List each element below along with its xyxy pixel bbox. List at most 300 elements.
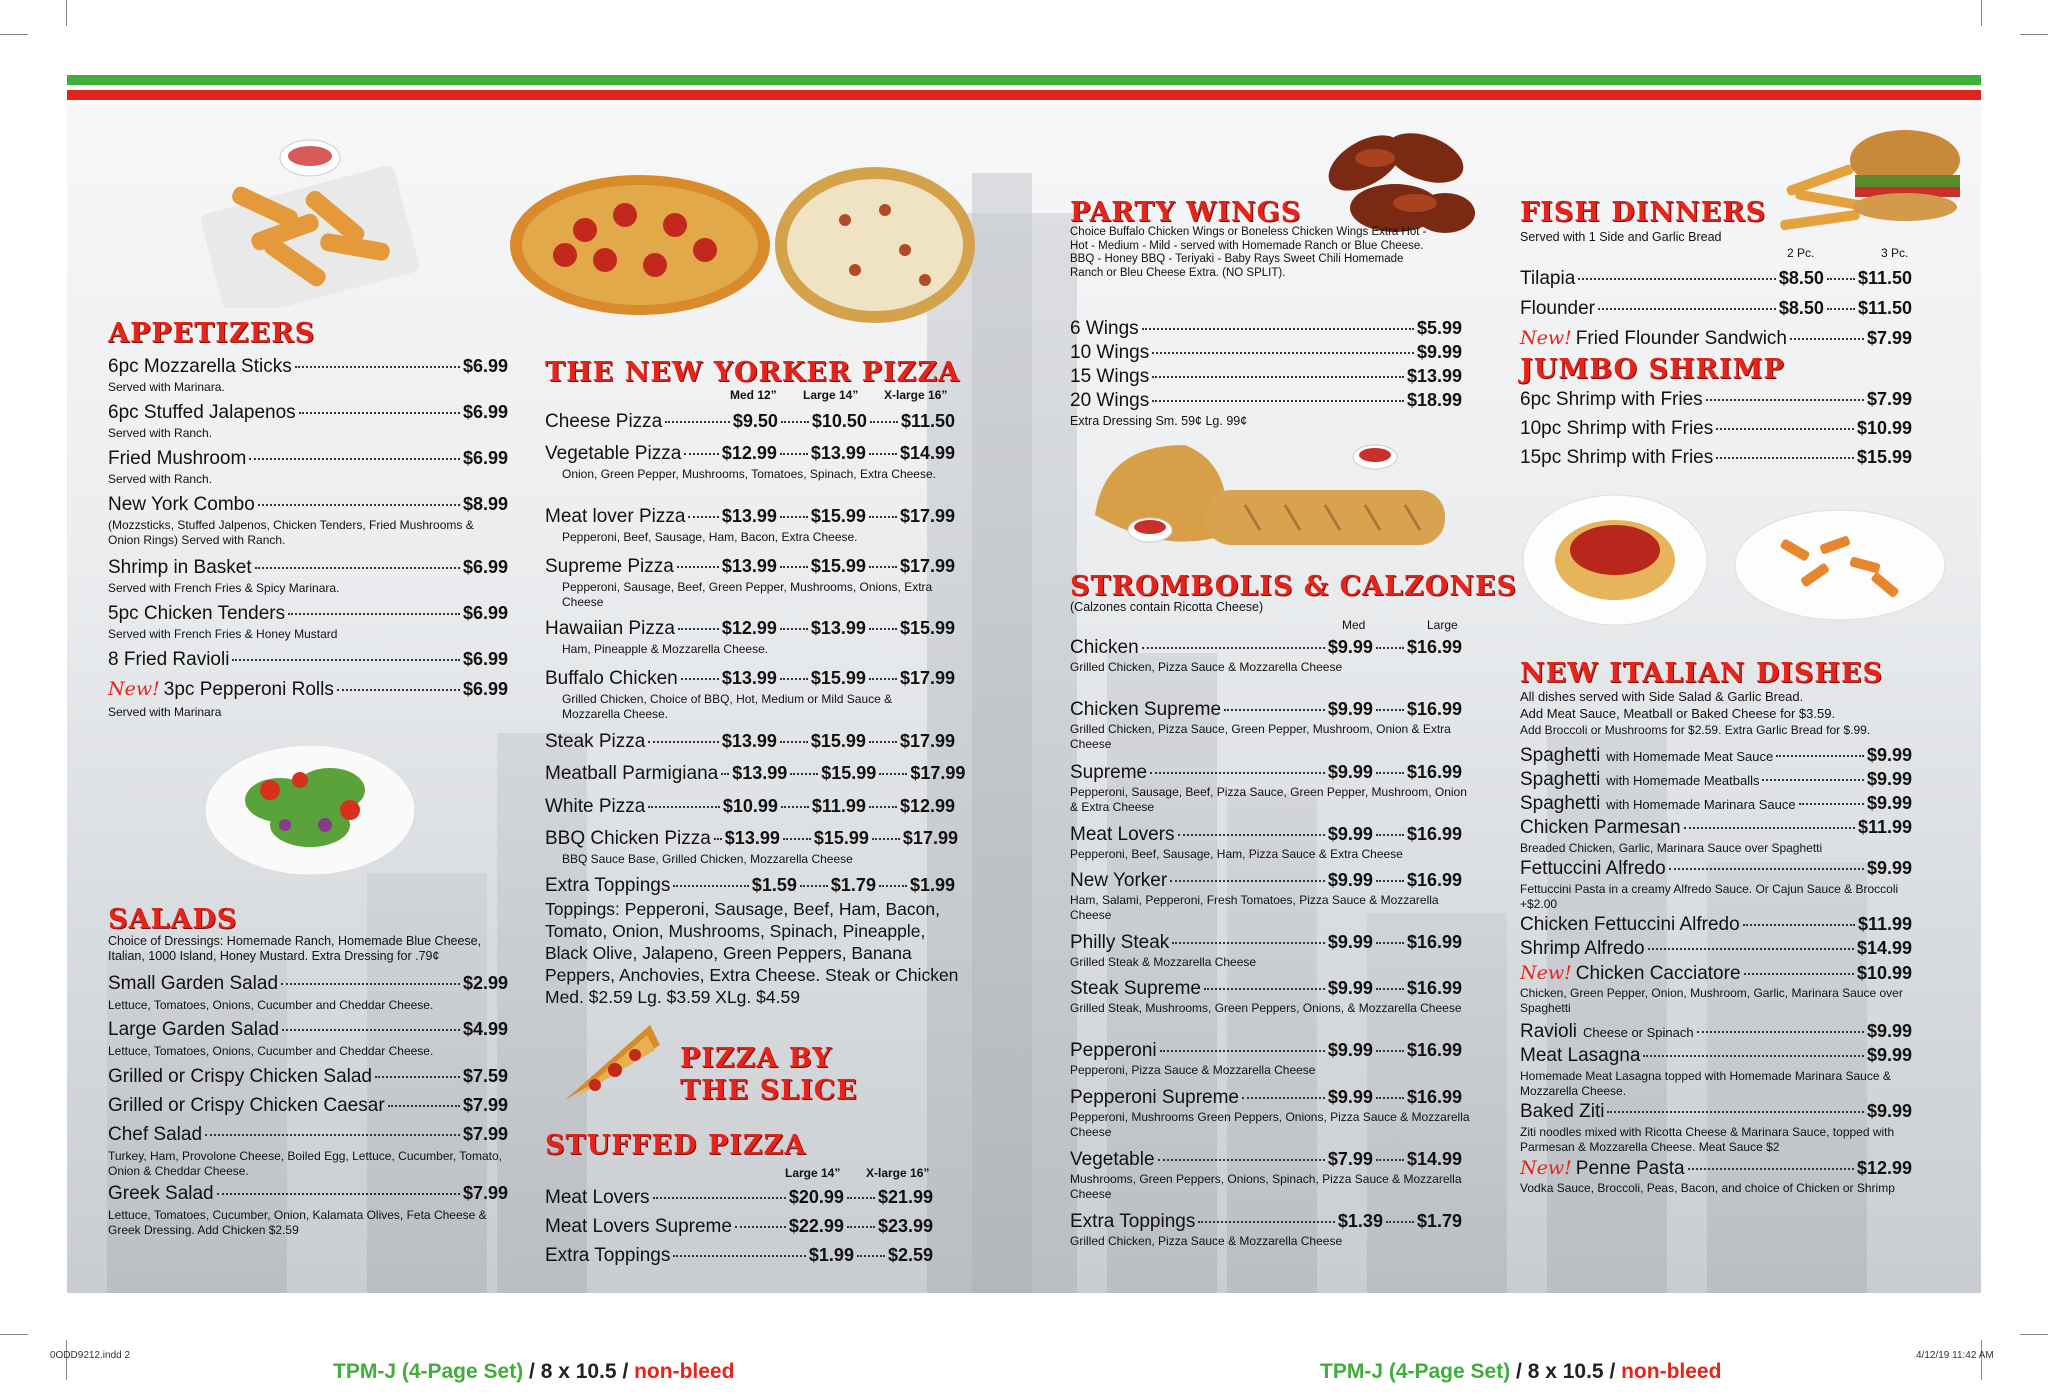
leader-dots: [1376, 880, 1404, 882]
leader-dots: [869, 806, 897, 808]
leader-dots: [688, 516, 718, 518]
item-price: $9.99: [1866, 745, 1912, 765]
item-description: Served with Ranch.: [108, 426, 213, 440]
item-name: Shrimp in Basket: [108, 557, 252, 578]
item-name: BBQ Chicken Pizza: [545, 828, 711, 849]
leader-dots: [869, 678, 897, 680]
item-price: $6.99: [462, 448, 508, 468]
menu-item-row: [545, 1216, 933, 1238]
leader-dots: [780, 566, 808, 568]
leader-dots: [288, 613, 460, 615]
item-price: $9.50: [732, 411, 778, 431]
leader-dots: [872, 838, 900, 840]
item-name: Tilapia: [1520, 268, 1576, 289]
item-price: $16.99: [1406, 637, 1462, 657]
item-price: $22.99: [788, 1216, 844, 1236]
menu-item-row: [108, 603, 508, 625]
leader-dots: [1669, 868, 1864, 870]
item-price: $13.99: [721, 556, 777, 576]
leader-dots: [648, 806, 720, 808]
leader-dots: [879, 885, 907, 887]
leader-dots: [879, 773, 907, 775]
item-price: $7.99: [462, 1183, 508, 1203]
item-price: $11.50: [900, 411, 955, 431]
item-name: Extra Toppings: [545, 875, 671, 896]
item-description: Grilled Steak & Mozzarella Cheese: [1070, 955, 1257, 969]
menu-item-row: [545, 668, 955, 690]
menu-item-row: [1520, 962, 1912, 985]
item-price: $9.99: [1327, 978, 1373, 998]
item-price: $11.50: [1857, 298, 1912, 318]
leader-dots: [673, 1255, 806, 1257]
item-price: $14.99: [1406, 1149, 1462, 1169]
item-price: $15.99: [899, 618, 955, 638]
crop-mark: [2020, 1334, 2048, 1335]
item-description: Served with Marinara.: [108, 380, 225, 394]
salads-subtitle: Choice of Dressings: Homemade Ranch, Homemade Blue Cheese, Italian, 1000 Island, Honey Mustard. Extra Dressing for .79¢: [108, 934, 482, 963]
item-price: $13.99: [810, 443, 866, 463]
pizza-slice-image: [555, 1020, 665, 1115]
item-price: $15.99: [810, 731, 866, 751]
leader-dots: [337, 689, 460, 691]
item-description: Grilled Chicken, Choice of BBQ, Hot, Medium or Mild Sauce & Mozzarella Cheese.: [562, 692, 893, 721]
item-name: Large Garden Salad: [108, 1019, 280, 1040]
item-name: Spaghetti: [1520, 769, 1601, 790]
leader-dots: [684, 453, 719, 455]
leader-dots: [1776, 755, 1864, 757]
item-price: $9.99: [1327, 699, 1373, 719]
slice-heading-1: PIZZA BY: [680, 1043, 833, 1074]
item-price: $13.99: [721, 668, 777, 688]
italian-subtitle-3: Add Broccoli or Mushrooms for $2.59. Extra Garlic Bread for $.99.: [1520, 723, 1871, 737]
leader-dots: [1376, 942, 1404, 944]
item-price: $9.99: [1327, 932, 1373, 952]
leader-dots: [1142, 328, 1414, 330]
item-price: $7.99: [1866, 389, 1912, 409]
menu-item-row: [1520, 389, 1912, 411]
leader-dots: [1142, 647, 1325, 649]
menu-item-row: [1520, 1045, 1912, 1067]
leader-dots: [735, 1226, 786, 1228]
menu-item-row: [545, 875, 955, 897]
shrimp-heading: JUMBO SHRIMP: [1520, 354, 1785, 385]
menu-item-row: [1520, 914, 1912, 936]
stuffed-heading: STUFFED PIZZA: [545, 1130, 807, 1161]
item-price: $16.99: [1406, 762, 1462, 782]
menu-item-row: [108, 1066, 508, 1088]
menu-item-row: [1520, 858, 1912, 880]
item-name: Ravioli: [1520, 1021, 1578, 1042]
leader-dots: [295, 366, 460, 368]
fish-heading: FISH DINNERS: [1520, 197, 1767, 228]
item-name: Steak Supreme: [1070, 978, 1201, 999]
leader-dots: [375, 1076, 460, 1078]
italian-subtitle-2: Add Meat Sauce, Meatball or Baked Cheese for $3.59.: [1520, 706, 1836, 721]
item-name: Flounder: [1520, 298, 1595, 319]
item-name: Extra Toppings: [545, 1245, 671, 1266]
item-price: $16.99: [1406, 932, 1462, 952]
item-price: $7.59: [462, 1066, 508, 1086]
menu-item-row: [1520, 1101, 1912, 1123]
leader-dots: [1598, 308, 1776, 310]
leader-dots: [1386, 1221, 1414, 1223]
fish-subtitle: Served with 1 Side and Garlic Bread: [1520, 230, 1722, 244]
item-description: Ziti noodles mixed with Ricotta Cheese & Marinara Sauce, topped with Parmesan & Mozzarella Cheese. Meat Sauce $2: [1520, 1125, 1895, 1154]
leader-dots: [869, 516, 897, 518]
strombolis-subtitle: (Calzones contain Ricotta Cheese): [1070, 600, 1264, 614]
item-price: $10.50: [811, 411, 867, 431]
leader-dots: [780, 678, 808, 680]
leader-dots: [1204, 988, 1325, 990]
item-price: $6.99: [462, 402, 508, 422]
leader-dots: [1607, 1111, 1863, 1113]
item-name: Chicken Fettuccini Alfredo: [1520, 914, 1740, 935]
item-price: $13.99: [721, 731, 777, 751]
fried-flounder-sandwich-row: [1520, 327, 1912, 350]
item-name: Meat Lasagna: [1520, 1045, 1641, 1066]
menu-item-row: [108, 448, 508, 470]
item-name: 3pc Pepperoni Rolls: [163, 679, 334, 700]
item-price: $9.99: [1866, 858, 1912, 878]
item-price: $13.99: [1406, 366, 1462, 386]
leader-dots: [1762, 779, 1863, 781]
ny-col-xlarge: X-large 16”: [884, 388, 948, 402]
leader-dots: [783, 838, 811, 840]
item-description: Grilled Chicken, Pizza Sauce & Mozzarella Cheese: [1070, 660, 1343, 674]
item-price: $8.50: [1778, 268, 1824, 288]
item-description: Pepperoni, Pizza Sauce & Mozzarella Cheese: [1070, 1063, 1316, 1077]
item-description: Breaded Chicken, Garlic, Marinara Sauce over Spaghetti: [1520, 841, 1823, 855]
item-price: $4.99: [462, 1019, 508, 1039]
menu-item-row: [1520, 745, 1912, 767]
leader-dots: [1160, 1050, 1325, 1052]
item-price: $17.99: [902, 828, 958, 848]
item-price: $6.99: [462, 679, 508, 699]
fish-col-2: 2 Pc.: [1787, 246, 1815, 260]
leader-dots: [1376, 709, 1404, 711]
menu-item-row: [1070, 1149, 1462, 1171]
leader-dots: [1376, 1097, 1404, 1099]
item-price: $20.99: [788, 1187, 844, 1207]
item-price: $15.99: [810, 506, 866, 526]
item-name: 6pc Shrimp with Fries: [1520, 389, 1703, 410]
pasta-image: [1520, 490, 1950, 630]
item-price: $1.99: [808, 1245, 854, 1265]
item-description: Grilled Chicken, Pizza Sauce & Mozzarella Cheese: [1070, 1234, 1343, 1248]
item-price: $13.99: [732, 763, 788, 783]
menu-item-row: [1520, 268, 1912, 290]
item-name: Shrimp Alfredo: [1520, 938, 1645, 959]
toppings-text: Toppings: Pepperoni, Sausage, Beef, Ham, Bacon, Tomato, Onion, Mushrooms, Spinach, Pineapple, Black Olive, Jalapeno, Green Peppers, Banana Peppers, Anchovies, Extra Cheese. Steak or Chicken Med. $2.59 Lg. $3.59 XLg. $4.59: [545, 899, 959, 1007]
leader-dots: [869, 453, 897, 455]
menu-item-row: [1070, 390, 1462, 412]
menu-item-row: [1520, 793, 1912, 815]
leader-dots: [677, 566, 719, 568]
item-price: $13.99: [810, 618, 866, 638]
menu-item-row: [108, 557, 508, 579]
item-price: $9.99: [1866, 1045, 1912, 1065]
leader-dots: [1799, 803, 1864, 805]
menu-item-row: [108, 494, 508, 516]
red-stripe: [67, 90, 1981, 100]
item-description: Grilled Steak, Mushrooms, Green Peppers, Onions, & Mozzarella Cheese: [1070, 1001, 1462, 1015]
leader-dots: [780, 628, 808, 630]
item-price: $1.59: [751, 875, 797, 895]
item-name: Spaghetti: [1520, 793, 1601, 814]
item-name: Chicken Cacciatore: [1575, 963, 1741, 984]
leader-dots: [388, 1105, 460, 1107]
footer-bleed: non-bleed: [634, 1360, 735, 1383]
menu-item-row: [1520, 1021, 1912, 1043]
item-name: Pepperoni Supreme: [1070, 1087, 1239, 1108]
leader-dots: [299, 412, 460, 414]
leader-dots: [205, 1134, 460, 1136]
item-description: Mushrooms, Green Peppers, Onions, Spinach, Pizza Sauce & Mozzarella Cheese: [1070, 1172, 1462, 1201]
menu-item-row: [545, 618, 955, 640]
item-price: $9.99: [1866, 769, 1912, 789]
leader-dots: [648, 741, 718, 743]
leader-dots: [721, 773, 729, 775]
item-price: $8.99: [462, 494, 508, 514]
leader-dots: [857, 1255, 885, 1257]
item-name: 15 Wings: [1070, 366, 1150, 387]
item-price: $7.99: [462, 1095, 508, 1115]
footer-code: TPM-J (4-Page Set): [1320, 1360, 1511, 1383]
leader-dots: [1827, 278, 1855, 280]
item-name: Chicken: [1070, 637, 1139, 658]
calzone-image: [1085, 435, 1455, 560]
crop-mark: [2020, 34, 2048, 35]
item-price: $6.99: [462, 603, 508, 623]
item-price: $9.99: [1327, 1087, 1373, 1107]
item-description: (Mozzsticks, Stuffed Jalpenos, Chicken Tenders, Fried Mushrooms & Onion Rings) Served with Ranch.: [108, 518, 474, 547]
item-price: $17.99: [899, 556, 955, 576]
item-name: Penne Pasta: [1575, 1158, 1685, 1179]
menu-item-row: [1070, 870, 1462, 892]
item-description: Homemade Meat Lasagna topped with Homemade Marinara Sauce & Mozzarella Cheese.: [1520, 1069, 1891, 1098]
menu-item-row: [1070, 1211, 1462, 1233]
menu-item-row: [1070, 366, 1462, 388]
new-badge: New!: [1520, 1157, 1572, 1179]
wings-desc: Choice Buffalo Chicken Wings or Boneless Chicken Wings Extra Hot - Hot - Medium - Mild - served with Homemade Ranch or Blue Cheese. BBQ - Honey BBQ - Teriyaki - Baby Rays Sweet Chili Homemade Ranch or Bleu Cheese Extra. (NO SPLIT).: [1070, 226, 1427, 279]
item-description: Turkey, Ham, Provolone Cheese, Boiled Egg, Lettuce, Cucumber, Tomato, Onion & Cheddar Cheese.: [108, 1149, 502, 1178]
menu-item-row: [1520, 298, 1912, 320]
menu-item-row: [108, 649, 508, 671]
leader-dots: [1716, 428, 1854, 430]
item-price: $9.99: [1327, 870, 1373, 890]
item-price: $17.99: [899, 731, 955, 751]
item-name: Cheese Pizza: [545, 411, 663, 432]
item-price: $18.99: [1406, 390, 1462, 410]
item-price: $16.99: [1406, 699, 1462, 719]
skyline-building: [972, 173, 1032, 1293]
item-name: 6pc Stuffed Jalapenos: [108, 402, 296, 423]
wings-note: Extra Dressing Sm. 59¢ Lg. 99¢: [1070, 414, 1248, 428]
item-name: 10pc Shrimp with Fries: [1520, 418, 1714, 439]
crop-mark: [1981, 0, 1982, 26]
ny-col-large: Large 14”: [803, 388, 859, 402]
menu-item-row: [1070, 932, 1462, 954]
item-price: $10.99: [1856, 963, 1912, 983]
item-price: $16.99: [1406, 824, 1462, 844]
item-price: $17.99: [910, 763, 966, 783]
item-price: $12.99: [721, 618, 777, 638]
leader-dots: [232, 659, 460, 661]
item-price: $16.99: [1406, 978, 1462, 998]
item-description: Served with French Fries & Honey Mustard: [108, 627, 338, 641]
item-price: $14.99: [1856, 938, 1912, 958]
leader-dots: [1170, 880, 1325, 882]
item-name: Buffalo Chicken: [545, 668, 678, 689]
leader-dots: [869, 741, 897, 743]
item-name: Grilled or Crispy Chicken Caesar: [108, 1095, 385, 1116]
item-name: Supreme Pizza: [545, 556, 674, 577]
item-price: $16.99: [1406, 1087, 1462, 1107]
footer-right: [1320, 1360, 1721, 1384]
new-badge: New!: [1520, 962, 1572, 984]
item-price: $9.99: [1327, 637, 1373, 657]
item-price: $13.99: [724, 828, 780, 848]
item-description: Pepperoni, Beef, Sausage, Ham, Pizza Sauce & Extra Cheese: [1070, 847, 1403, 861]
item-price: $7.99: [1327, 1149, 1373, 1169]
item-price: $2.59: [887, 1245, 933, 1265]
leader-dots: [800, 885, 828, 887]
salads-heading: SALADS: [108, 904, 238, 935]
item-price: $1.39: [1337, 1211, 1383, 1231]
item-price: $9.99: [1327, 824, 1373, 844]
leader-dots: [1697, 1031, 1864, 1033]
menu-item-row: [1070, 318, 1462, 340]
item-price: $15.99: [821, 763, 877, 783]
leader-dots: [1376, 772, 1404, 774]
leader-dots: [781, 421, 809, 423]
leader-dots: [1744, 973, 1854, 975]
leader-dots: [847, 1197, 875, 1199]
menu-item-row: [1070, 978, 1462, 1000]
strombolis-col-med: Med: [1342, 618, 1366, 632]
item-price: $23.99: [877, 1216, 933, 1236]
slice-heading-2: THE SLICE: [680, 1075, 858, 1106]
stuffed-col-xlarge: X-large 16”: [866, 1166, 930, 1180]
item-price: $2.99: [462, 973, 508, 993]
wings-heading: PARTY WINGS: [1070, 197, 1302, 228]
menu-item-row: [545, 1187, 933, 1209]
new-badge: New!: [108, 678, 160, 700]
item-name: Meatball Parmigiana: [545, 763, 719, 784]
item-name: Greek Salad: [108, 1183, 214, 1204]
leader-dots: [870, 421, 898, 423]
item-price: $9.99: [1416, 342, 1462, 362]
menu-item-row: [1520, 418, 1912, 440]
item-name: Hawaiian Pizza: [545, 618, 675, 639]
menu-item-row: [1520, 817, 1912, 839]
item-description: Lettuce, Tomatoes, Onions, Cucumber and Cheddar Cheese.: [108, 1044, 434, 1058]
leader-dots: [678, 628, 719, 630]
item-name: Meat Lovers Supreme: [545, 1216, 732, 1237]
item-description: Fettuccini Pasta in a creamy Alfredo Sauce. Or Cajun Sauce & Broccoli +$2.00: [1520, 882, 1899, 911]
menu-item-row: [1520, 447, 1912, 469]
item-price: $13.99: [721, 506, 777, 526]
leader-dots: [681, 678, 719, 680]
item-price: $1.79: [830, 875, 876, 895]
item-description: Vodka Sauce, Broccoli, Peas, Bacon, and choice of Chicken or Shrimp: [1520, 1181, 1895, 1195]
item-price: $5.99: [1416, 318, 1462, 338]
green-stripe: [67, 75, 1981, 85]
item-price: $9.99: [1327, 762, 1373, 782]
item-description: Pepperoni, Sausage, Beef, Pizza Sauce, Green Pepper, Mushroom, Onion & Extra Cheese: [1070, 785, 1467, 814]
menu-item-row: [545, 506, 955, 528]
leader-dots: [1152, 352, 1414, 354]
leader-dots: [255, 567, 460, 569]
item-name: Fried Mushroom: [108, 448, 247, 469]
item-description: Pepperoni, Beef, Sausage, Ham, Bacon, Extra Cheese.: [562, 530, 858, 544]
item-name: Spaghetti: [1520, 745, 1601, 766]
item-description: Served with Marinara: [108, 705, 222, 719]
burger-fries-image: [1765, 115, 1965, 255]
leader-dots: [249, 458, 460, 460]
menu-item-row: [108, 356, 508, 378]
fish-col-3: 3 Pc.: [1881, 246, 1909, 260]
pizza-image: [505, 160, 985, 325]
item-description: Served with French Fries & Spicy Marinara.: [108, 581, 340, 595]
leader-dots: [1643, 1055, 1864, 1057]
leader-dots: [673, 885, 749, 887]
item-description: Ham, Salami, Pepperoni, Fresh Tomatoes, Pizza Sauce & Mozzarella Cheese: [1070, 893, 1439, 922]
footer-bleed: non-bleed: [1621, 1360, 1722, 1383]
slug-left: 0ODD9212.indd 2: [50, 1350, 131, 1361]
item-price: $9.99: [1866, 1021, 1912, 1041]
item-note: with Homemade Meatballs: [1606, 773, 1760, 788]
item-name: Meat Lovers: [1070, 824, 1175, 845]
item-price: $9.99: [1866, 1101, 1912, 1121]
leader-dots: [1158, 1159, 1325, 1161]
item-description: Pepperoni, Sausage, Beef, Green Pepper, Mushrooms, Onions, Extra Cheese: [562, 580, 933, 609]
crop-mark: [0, 1334, 28, 1335]
item-price: $14.99: [899, 443, 955, 463]
footer-size: / 8 x 10.5 /: [1510, 1360, 1622, 1383]
item-description: Served with Ranch.: [108, 472, 213, 486]
leader-dots: [1172, 942, 1325, 944]
menu-item-row: [545, 828, 958, 850]
item-price: $15.99: [813, 828, 869, 848]
item-price: $6.99: [462, 356, 508, 376]
menu-item-row: [1520, 769, 1912, 791]
leader-dots: [653, 1197, 786, 1199]
item-name: Vegetable Pizza: [545, 443, 682, 464]
ny-col-med: Med 12”: [730, 388, 777, 402]
item-name: 15pc Shrimp with Fries: [1520, 447, 1714, 468]
strombolis-col-large: Large: [1427, 618, 1458, 632]
item-name: 8 Fried Ravioli: [108, 649, 230, 670]
item-price: $15.99: [810, 556, 866, 576]
menu-item-row: [1070, 699, 1462, 721]
item-name: 6pc Mozzarella Sticks: [108, 356, 292, 377]
ny-pizza-heading: THE NEW YORKER PIZZA: [545, 357, 960, 388]
italian-heading: NEW ITALIAN DISHES: [1520, 658, 1883, 689]
item-name: Chef Salad: [108, 1124, 203, 1145]
item-price: $1.79: [1416, 1211, 1462, 1231]
item-note: with Homemade Meat Sauce: [1606, 749, 1774, 764]
item-price: $12.99: [1856, 1158, 1912, 1178]
menu-item-row: [108, 973, 508, 995]
menu-item-row: [545, 763, 966, 785]
item-name: 20 Wings: [1070, 390, 1150, 411]
leader-dots: [1376, 647, 1404, 649]
item-description: Grilled Chicken, Pizza Sauce, Green Pepper, Mushroom, Onion & Extra Cheese: [1070, 722, 1451, 751]
leader-dots: [1152, 376, 1404, 378]
item-name: Chicken Supreme: [1070, 699, 1222, 720]
leader-dots: [1376, 1159, 1404, 1161]
